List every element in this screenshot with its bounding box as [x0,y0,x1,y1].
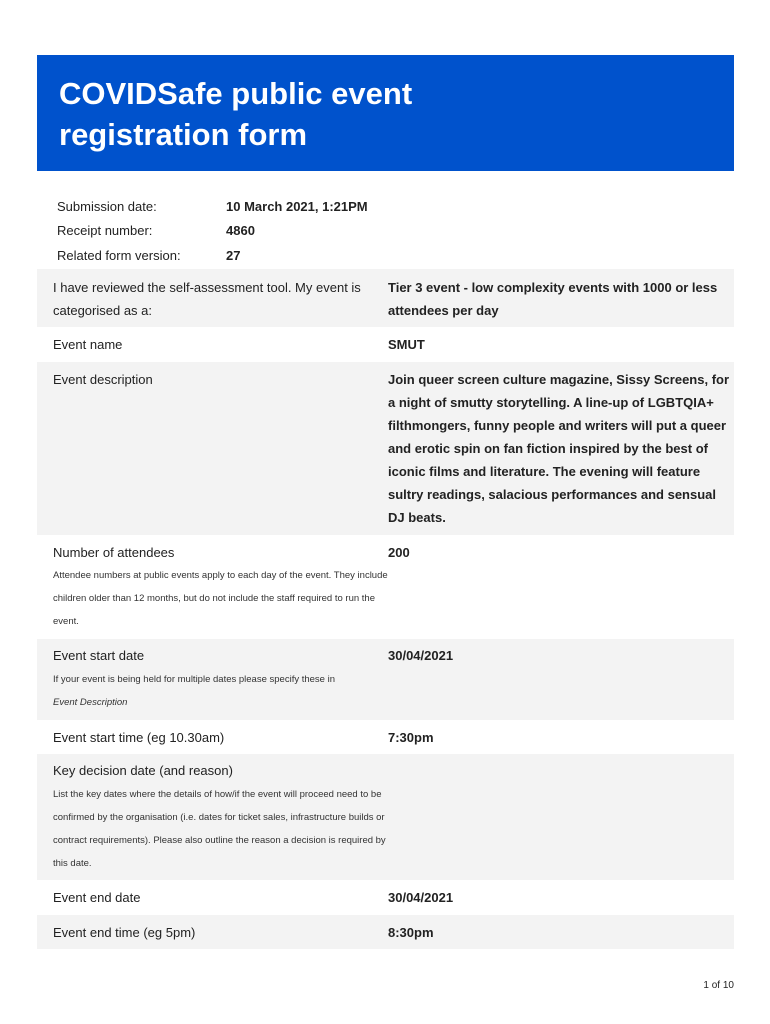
start-date-help [53,668,393,714]
form-header [37,55,734,171]
event-description-label: Event description [53,372,153,387]
start-date-help-emphasis: Event Description [53,697,128,708]
field-key-decision-date [37,754,734,880]
key-decision-help: List the key dates where the details of how/if the event will proceed need to be confirmed by the organisation (i.e. dates for ticket sales, infrastructure builds or contract requirements). Please also outline the reason a decision is required by this date. [53,789,386,869]
page-number: 1 of 10 [703,980,734,991]
receipt-number-label: Receipt number: [57,223,153,238]
start-date-help-text: If your event is being held for multiple dates please specify these in [53,674,335,685]
field-event-start-time [37,720,734,754]
submission-date-label: Submission date: [57,199,157,214]
attendees-help: Attendee numbers at public events apply to each day of the event. They include children older than 12 months, but do not include the staff required to run the event. [53,570,388,627]
form-title: COVIDSafe public event registration form [59,76,413,152]
receipt-number-value: 4860 [226,223,255,238]
form-version-row [57,248,457,268]
field-event-name [37,327,734,362]
field-event-start-date [37,639,734,720]
field-event-description [37,362,734,535]
field-number-of-attendees [37,535,734,639]
field-event-end-time [37,915,734,949]
event-name-label: Event name [53,337,123,352]
key-decision-label: Key decision date (and reason) [53,763,233,778]
event-name-value: SMUT [388,337,425,352]
event-tier-value: Tier 3 event - low complexity events with 1000 or less attendees per day [388,280,718,318]
submission-date-row [57,199,457,219]
field-event-tier [37,269,734,327]
end-time-value: 8:30pm [388,925,434,940]
end-time-label: Event end time (eg 5pm) [53,925,196,940]
field-event-end-date [37,880,734,915]
receipt-number-row [57,223,457,243]
end-date-value: 30/04/2021 [388,890,454,905]
event-tier-label: I have reviewed the self-assessment tool. My event is categorised as a: [53,280,361,318]
start-date-label: Event start date [53,648,145,663]
attendees-label: Number of attendees [53,545,175,560]
submission-date-value: 10 March 2021, 1:21PM [226,199,368,214]
form-version-label: Related form version: [57,248,181,263]
attendees-value: 200 [388,545,410,560]
end-date-label: Event end date [53,890,141,905]
start-date-value: 30/04/2021 [388,648,454,663]
form-version-value: 27 [226,248,241,263]
start-time-value: 7:30pm [388,730,434,745]
start-time-label: Event start time (eg 10.30am) [53,730,225,745]
event-description-value: Join queer screen culture magazine, Sissy Screens, for a night of smutty storytelling. A line-up of LGBTQIA+ filthmongers, funny people and writers will put a queer and erotic spin on fan fiction inspired by the best of iconic films and literature. The evening will feature sultry readings, salacious performances and sensual DJ beats. [388,372,730,525]
